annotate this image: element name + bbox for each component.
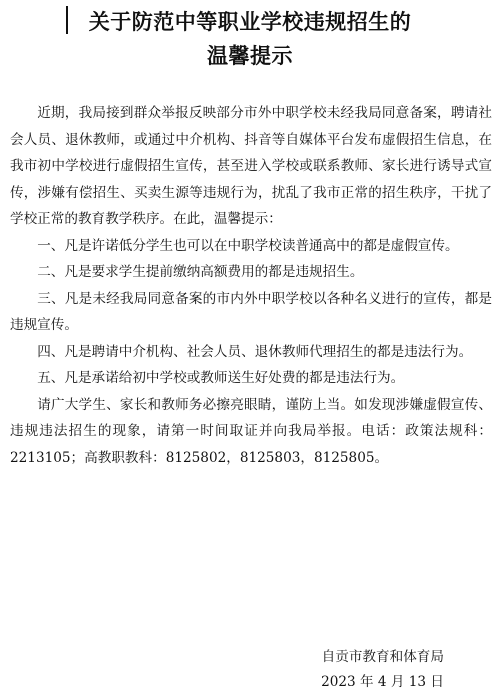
paragraph-closing: 请广大学生、家长和教师务必擦亮眼睛，谨防上当。如发现涉嫌虚假宣传、违规违法招生的现象，请第一时间取证并向我局举报。电话：政策法规科：2213105；高教职教科：8125802，8125803，8125805。 (10, 396, 492, 466)
issuer-name: 自贡市教育和体育局 (321, 649, 444, 665)
paragraph-item-3: 三、凡是未经我局同意备案的市内外中职学校以各种名义进行的宣传，都是违规宣传。 (10, 290, 492, 333)
paragraph-item-5: 五、凡是承诺给初中学校或教师送生好处费的都是违法行为。 (37, 370, 405, 386)
document-title-line2: 温馨提示 (207, 44, 293, 68)
paragraph-item-4: 四、凡是聘请中介机构、社会人员、退休教师代理招生的都是违法行为。 (37, 343, 473, 360)
paragraph-item-2: 二、凡是要求学生提前缴纳高额费用的都是违规招生。 (37, 264, 364, 280)
paragraph-intro: 近期，我局接到群众举报反映部分市外中职学校未经我局同意备案，聘请社会人员、退休教师，或通过中介机构、抖音等自媒体平台发布虚假招生信息，在我市初中学校进行虚假招生宣传，甚至进入学校或联系教师、家长进行诱导式宣传，涉嫌有偿招生、买卖生源等违规行为，扰乱了我市正常的招生秩序，干扰了学校正常的教育教学秩序。在此，温馨提示： (10, 105, 492, 227)
issue-date: 2023 年 4 月 13 日 (321, 674, 444, 690)
document-body (10, 100, 492, 471)
paragraph-item-1: 一、凡是许诺低分学生也可以在中职学校读普通高中的都是虚假宣传。 (37, 237, 459, 254)
document-title: 关于防范中等职业学校违规招生的 (88, 10, 412, 34)
